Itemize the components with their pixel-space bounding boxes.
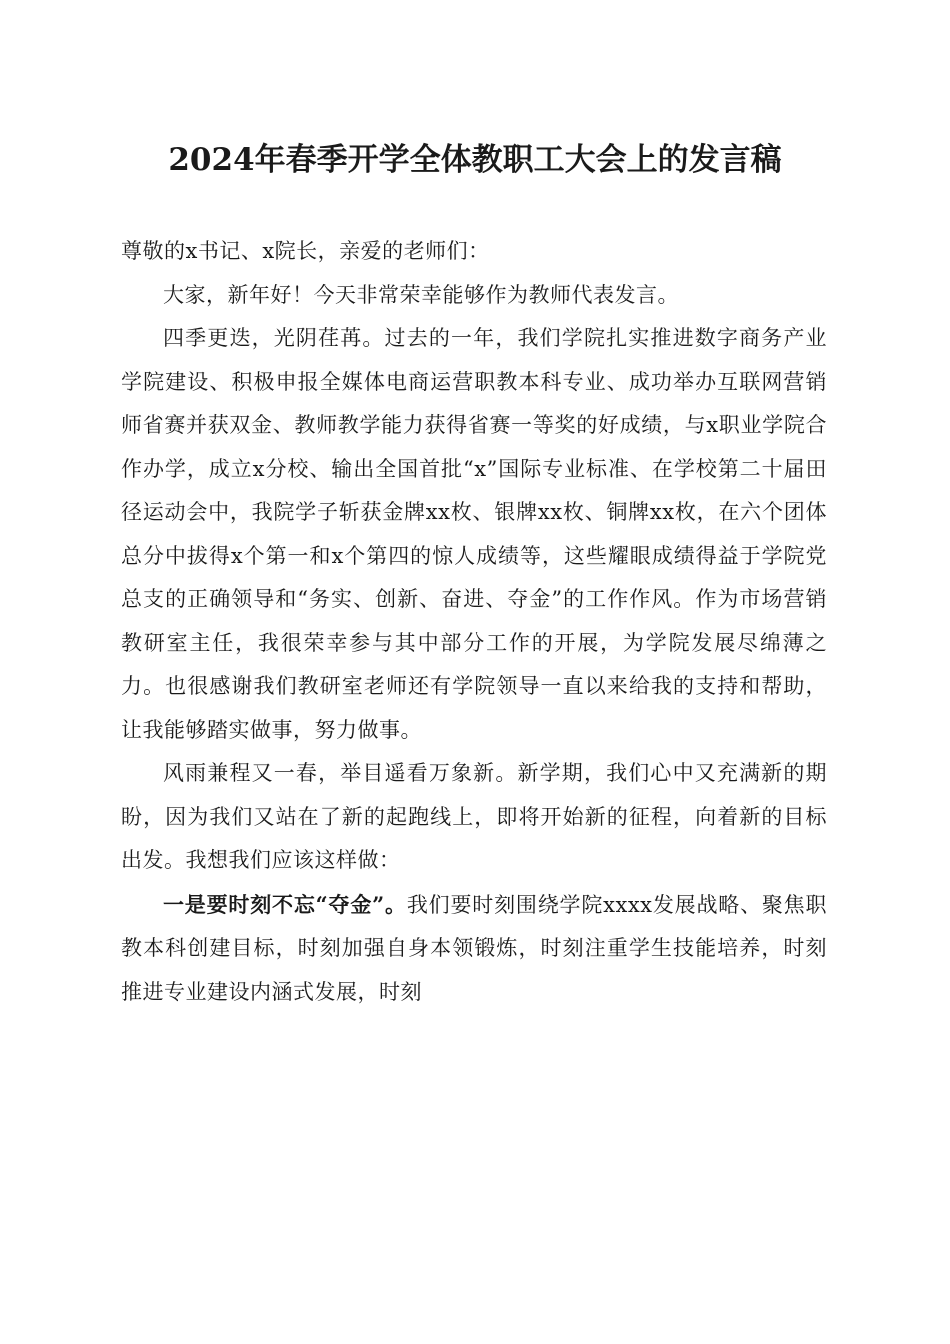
paragraph-greeting: 大家，新年好！今天非常荣幸能够作为教师代表发言。 — [163, 282, 679, 307]
paragraph-new-term: 风雨兼程又一春，举目遥看万象新。新学期，我们心中又充满新的期盼，因为我们又站在了新的起跑线上，即将开始新的征程，向着新的目标出发。我想我们应该这样做： — [121, 761, 827, 872]
salutation: 尊敬的x书记、x院长，亲爱的老师们： — [121, 239, 490, 263]
document-title: 2024年春季开学全体教职工大会上的发言稿 — [168, 142, 782, 178]
point-one-lead: 一是要时刻不忘“夺金”。 — [163, 891, 407, 917]
paragraph-review: 四季更迭，光阴荏苒。过去的一年，我们学院扎实推进数字商务产业学院建设、积极申报全媒体电商运营职教本科专业、成功举办互联网营销师省赛并获双金、教师教学能力获得省赛一等奖的好成绩，与x职业学院合作办学，成立x分校、输出全国首批“x”国际专业标准、在学校第二十届田径运动会中，我院学子斩获金牌xx枚、银牌xx枚、铜牌xx枚，在六个团体总分中拔得x个第一和x个第四的惊人成绩等，这些耀眼成绩得益于学院党总支的正确领导和“务实、创新、奋进、夺金”的工作作风。作为市场营销教研室主任，我很荣幸参与其中部分工作的开展，为学院发展尽绵薄之力。也很感谢我们教研室老师还有学院领导一直以来给我的支持和帮助，让我能够踏实做事，努力做事。 — [121, 326, 827, 742]
paragraph-point-one — [121, 883, 827, 1015]
point-one-text: 我们要时刻围绕学院xxxx发展战略、聚焦职教本科创建目标，时刻加强自身本领锻炼，时刻注重学生技能培养，时刻推进专业建设内涵式发展，时刻 — [121, 892, 827, 1004]
document-body — [121, 230, 827, 1014]
